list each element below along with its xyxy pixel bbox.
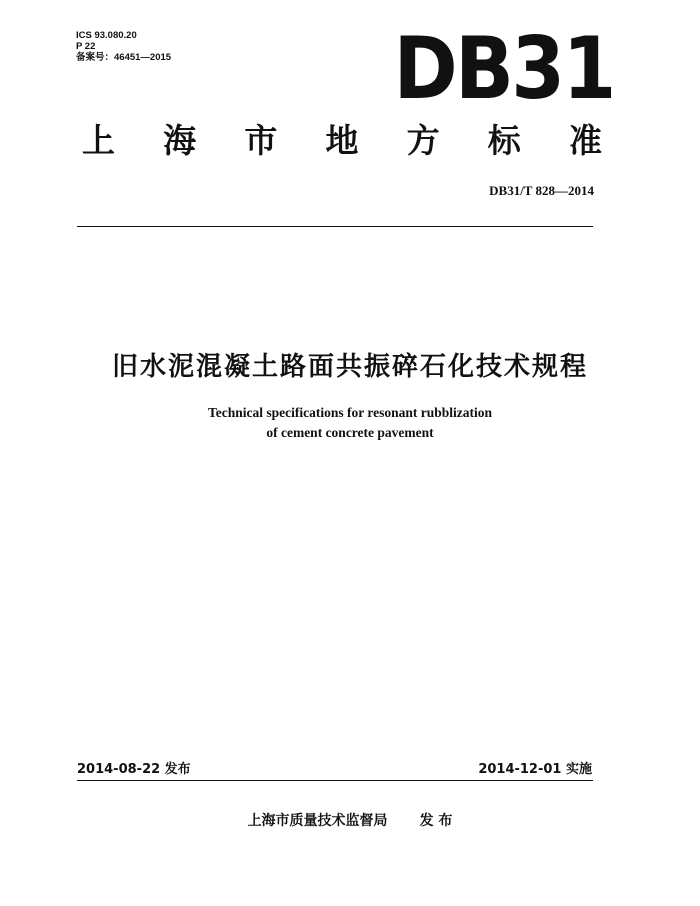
standard-type-char: 地 <box>325 121 359 160</box>
top-divider <box>77 226 593 227</box>
standard-type-char: 标 <box>487 121 521 160</box>
standard-type-char: 海 <box>163 121 197 160</box>
metadata-block <box>76 30 171 63</box>
standard-type-char: 上 <box>82 121 115 160</box>
document-number: DB31/T 828—2014 <box>489 183 594 198</box>
title-english-line1: Technical specifications for resonant rubblization <box>207 405 492 420</box>
title-english-line2: of cement concrete pavement <box>266 425 434 440</box>
title-chinese: 旧水泥混凝土路面共振碎石化技术规程 <box>111 352 588 382</box>
issuer-name: 上海市质量技术监督局 <box>247 813 388 829</box>
ics-code: ICS 93.080.20 <box>76 30 137 41</box>
standard-type-char: 市 <box>244 121 278 160</box>
implementation-date: 2014-12-01 实施 <box>478 762 592 777</box>
issuer-line <box>0 810 700 830</box>
record-number: 备案号：46451—2015 <box>76 52 172 63</box>
category-code: P 22 <box>76 41 96 52</box>
standard-type-char: 准 <box>568 121 602 160</box>
bottom-divider <box>77 780 593 781</box>
standard-type-heading <box>82 121 602 161</box>
standard-type-char: 方 <box>406 121 440 160</box>
issue-date: 2014-08-22 发布 <box>77 762 191 777</box>
issuer-action: 发 布 <box>419 813 453 829</box>
db31-logo: DB31 <box>393 19 614 119</box>
